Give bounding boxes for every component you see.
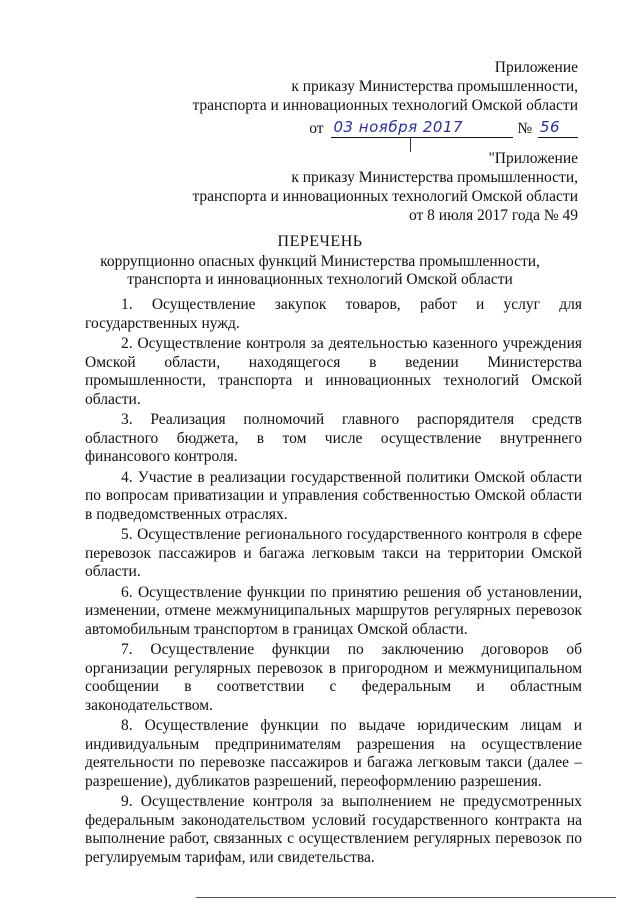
order-reference-line-2: транспорта и инновационных технологий Омской области [192, 97, 578, 114]
list-item: 8. Осуществление функции по выдаче юридическим лицам и индивидуальным предпринимателям разрешения на осуществление деятельности по перевозке пассажиров и багажа легковым такси (далее – разрешение), дубликатов разрешений, переоформлению разрешения. [85, 717, 582, 790]
document-subtitle: коррупционно опасных функций Министерства промышленности, транспорта и инновационных технологий Омской области [100, 253, 540, 288]
number-prefix: № [517, 120, 533, 137]
document-title: ПЕРЕЧЕНЬ [277, 233, 363, 250]
list-item: 6. Осуществление функции по принятию решения об установлении, изменении, отмене межмуниципальных маршрутов регулярных перевозок автомобильным транспортом в границах Омской области. [85, 583, 582, 638]
list-item: 1. Осуществление закупок товаров, работ и услуг для государственных нужд. [85, 296, 582, 332]
handwritten-number: 56 [538, 117, 578, 138]
list-item: 7. Осуществление функции по заключению договоров об организации регулярных перевозок в пригородном и межмуниципальном сообщении в соответствии с федеральным и областным законодательством. [85, 641, 582, 714]
handwritten-date: 03 ноября 2017 [331, 117, 513, 138]
appendix-header-previous [192, 149, 578, 225]
page-bottom-rule [196, 897, 616, 898]
previous-order-date: от 8 июля 2017 года № 49 [408, 207, 578, 224]
list-item: 3. Реализация полномочий главного распорядителя средств областного бюджета, в том числе осуществление внутреннего финансового контроля. [85, 411, 582, 465]
list-item: 4. Участие в реализации государственной политики Омской области по вопросам приватизации и управления собственностью Омской области в подведомственных отраслях. [85, 468, 582, 523]
previous-order-line-2: транспорта и инновационных технологий Омской области [192, 188, 578, 205]
list-item: 2. Осуществление контроля за деятельностью казенного учреждения Омской области, находящегося в ведении Министерства промышленности, транспорта и инновационных технологий Омской области. [85, 335, 582, 408]
functions-list [85, 296, 582, 869]
previous-order-line-1: к приказу Министерства промышленности, [291, 169, 578, 186]
appendix-label: Приложение [494, 59, 578, 76]
list-item: 9. Осуществление контроля за выполнением не предусмотренных федеральным законодательством условий государственного контракта на выполнение работ, связанных с осуществлением регулярных перевозок по регулируемым тарифам, или свидетельства. [85, 793, 582, 866]
previous-appendix-label: "Приложение [488, 150, 578, 167]
order-reference-line-1: к приказу Министерства промышленности, [291, 78, 578, 95]
appendix-header-current [192, 58, 578, 141]
order-date-number-line [192, 117, 578, 141]
date-prefix: от [309, 120, 324, 137]
list-item: 5. Осуществление регионального государственного контроля в сфере перевозок пассажиров и багажа легковым такси на территории Омской области. [85, 526, 582, 580]
